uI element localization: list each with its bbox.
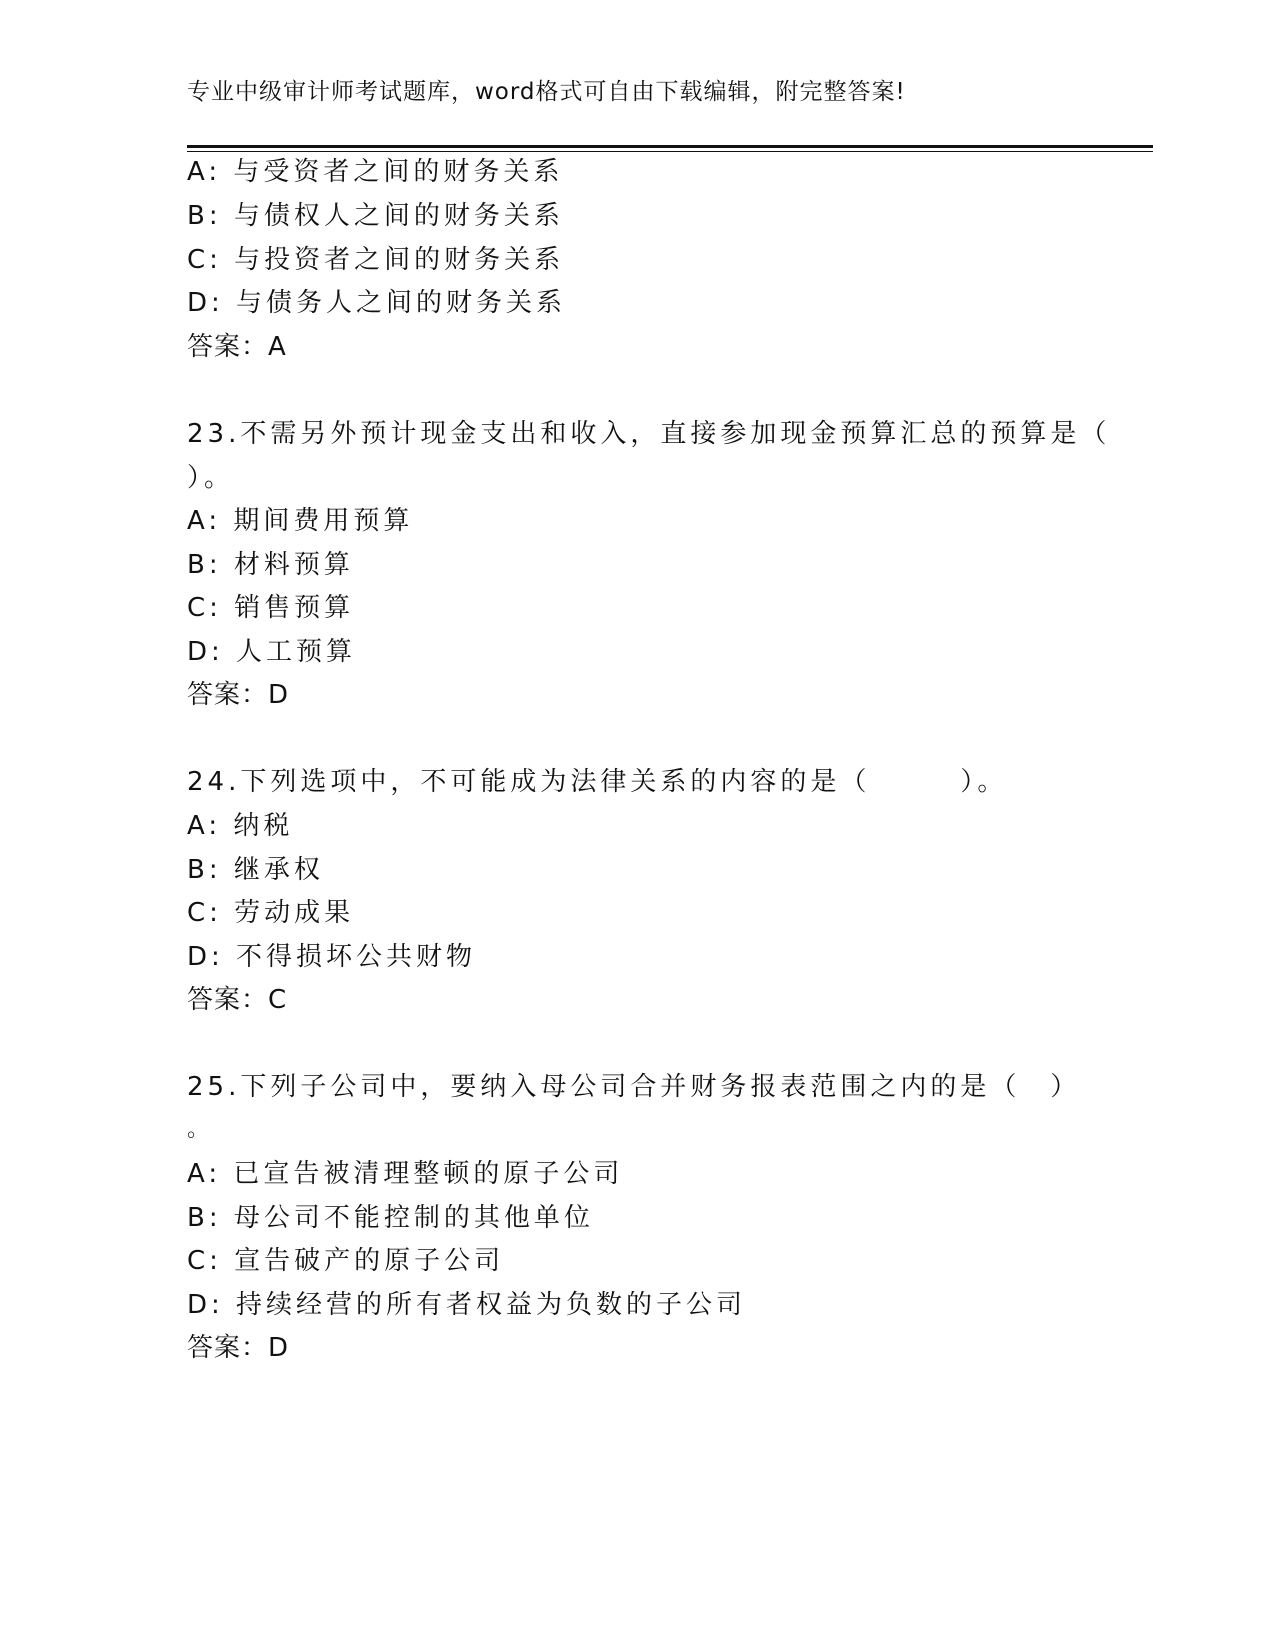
q24-stem: 24.下列选项中，不可能成为法律关系的内容的是（ ）。 <box>187 767 1008 797</box>
q24-option-b: B: 继承权 <box>187 855 324 885</box>
header-divider-thick <box>187 145 1153 148</box>
q22-option-b: B: 与债权人之间的财务关系 <box>187 201 564 231</box>
q24-option-a: A: 纳税 <box>187 811 294 841</box>
q23-option-a: A: 期间费用预算 <box>187 506 414 536</box>
q25-option-b: B: 母公司不能控制的其他单位 <box>187 1203 594 1233</box>
q25-stem-line2: 。 <box>187 1117 214 1142</box>
q23-option-b: B: 材料预算 <box>187 550 354 580</box>
q25-answer: 答案：D <box>187 1333 290 1363</box>
q24-answer: 答案：C <box>187 985 288 1015</box>
q23-stem-line1: 23.不需另外预计现金支出和收入，直接参加现金预算汇总的预算是（ <box>187 419 1111 449</box>
page-header: 专业中级审计师考试题库，word格式可自由下载编辑，附完整答案! <box>187 79 906 105</box>
q22-option-d: D: 与债务人之间的财务关系 <box>187 288 567 318</box>
q25-option-d: D: 持续经营的所有者权益为负数的子公司 <box>187 1290 747 1320</box>
q25-stem-line1: 25.下列子公司中，要纳入母公司合并财务报表范围之内的是（ ） <box>187 1072 1081 1102</box>
q24-option-d: D: 不得损坏公共财物 <box>187 942 477 972</box>
q22-answer: 答案：A <box>187 332 287 362</box>
q23-option-c: C: 销售预算 <box>187 593 355 623</box>
q25-option-a: A: 已宣告被清理整顿的原子公司 <box>187 1159 624 1189</box>
q23-option-d: D: 人工预算 <box>187 637 357 667</box>
q23-stem-line2: ）。 <box>187 463 235 493</box>
q22-option-a: A: 与受资者之间的财务关系 <box>187 157 564 187</box>
q25-option-c: C: 宣告破产的原子公司 <box>187 1246 505 1276</box>
q22-option-c: C: 与投资者之间的财务关系 <box>187 245 565 275</box>
q23-answer: 答案：D <box>187 680 290 710</box>
q24-option-c: C: 劳动成果 <box>187 898 355 928</box>
